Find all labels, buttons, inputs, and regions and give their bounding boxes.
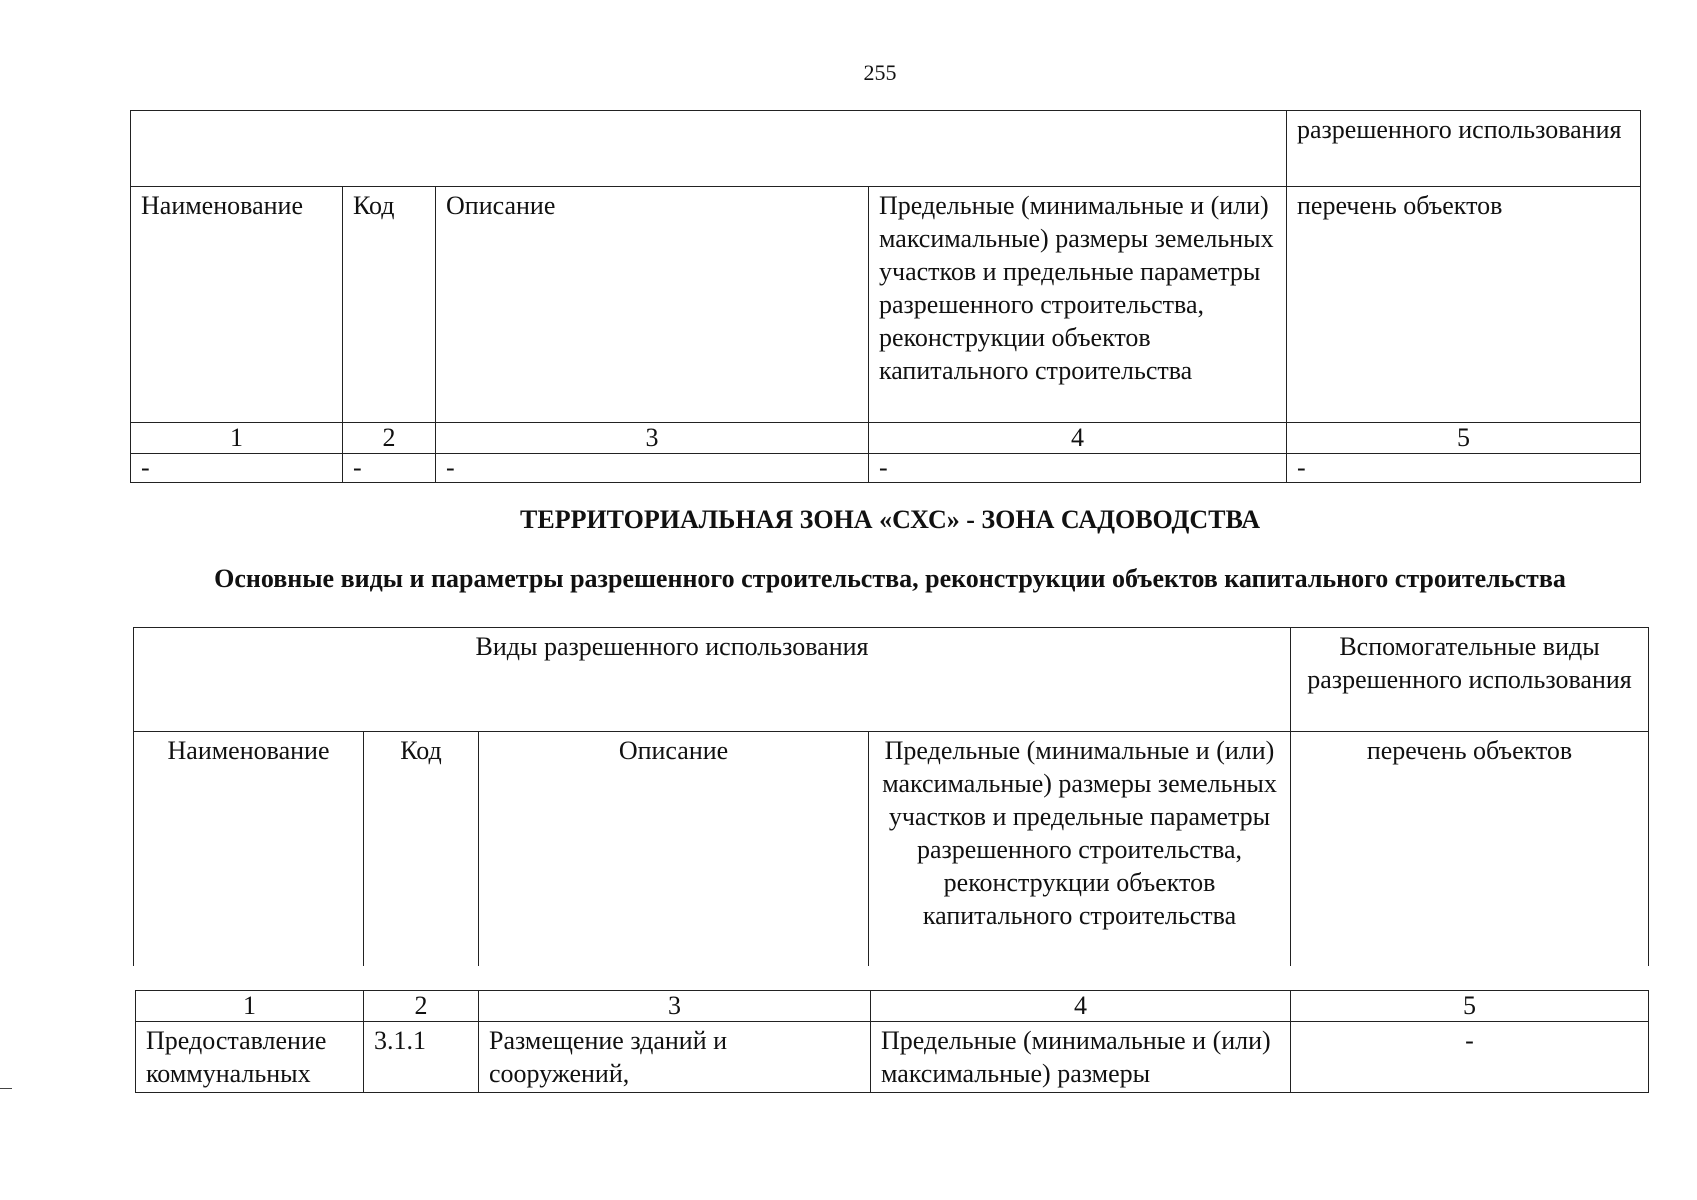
col-limits-header: Предельные (минимальные и (или) максимальные) размеры земельных участков и предельные параметры разрешенного строительства, реконструкции объектов капитального строительства xyxy=(869,187,1287,423)
table-cell: Предоставление коммунальных xyxy=(136,1022,364,1093)
col-number: 1 xyxy=(131,423,343,454)
col-number: 5 xyxy=(1287,423,1641,454)
margin-mark xyxy=(0,1088,12,1089)
col-number: 4 xyxy=(871,991,1291,1022)
table-cell: - xyxy=(343,454,436,483)
col-number: 5 xyxy=(1291,991,1649,1022)
col-name-header: Наименование xyxy=(134,732,364,966)
header-right: разрешенного использования xyxy=(1287,111,1641,187)
table-continued xyxy=(130,110,1641,483)
table-cell: 3.1.1 xyxy=(364,1022,479,1093)
table-main-header xyxy=(133,627,1649,966)
col-number: 2 xyxy=(364,991,479,1022)
col-number: 3 xyxy=(436,423,869,454)
table-cell: - xyxy=(1291,1022,1649,1093)
zone-title: ТЕРРИТОРИАЛЬНАЯ ЗОНА «СХС» - ЗОНА САДОВОДСТВА xyxy=(520,505,1260,534)
col-code-header: Код xyxy=(364,732,479,966)
col-objects-header: перечень объектов xyxy=(1287,187,1641,423)
table-cell: Предельные (минимальные и (или) максимальные) размеры xyxy=(871,1022,1291,1093)
col-code-header: Код xyxy=(343,187,436,423)
col-number: 3 xyxy=(479,991,871,1022)
group-header-right: Вспомогательные виды разрешенного использования xyxy=(1291,628,1649,732)
col-description-header: Описание xyxy=(479,732,869,966)
col-number: 4 xyxy=(869,423,1287,454)
table-cell: - xyxy=(869,454,1287,483)
col-limits-header: Предельные (минимальные и (или) максимальные) размеры земельных участков и предельные параметры разрешенного строительства, реконструкции объектов капитального строительства xyxy=(869,732,1291,966)
table-cell: Размещение зданий и сооружений, xyxy=(479,1022,871,1093)
table-cell: - xyxy=(1287,454,1641,483)
table-main-body xyxy=(135,990,1649,1093)
col-name-header: Наименование xyxy=(131,187,343,423)
section-title: Основные виды и параметры разрешенного строительства, реконструкции объектов капитального строительства xyxy=(214,564,1566,593)
page-number: 255 xyxy=(863,60,897,85)
header-cell-blank xyxy=(131,111,1287,187)
col-description-header: Описание xyxy=(436,187,869,423)
col-objects-header: перечень объектов xyxy=(1291,732,1649,966)
table-cell: - xyxy=(436,454,869,483)
col-number: 2 xyxy=(343,423,436,454)
group-header-left: Виды разрешенного использования xyxy=(134,628,1291,732)
col-number: 1 xyxy=(136,991,364,1022)
table-cell: - xyxy=(131,454,343,483)
